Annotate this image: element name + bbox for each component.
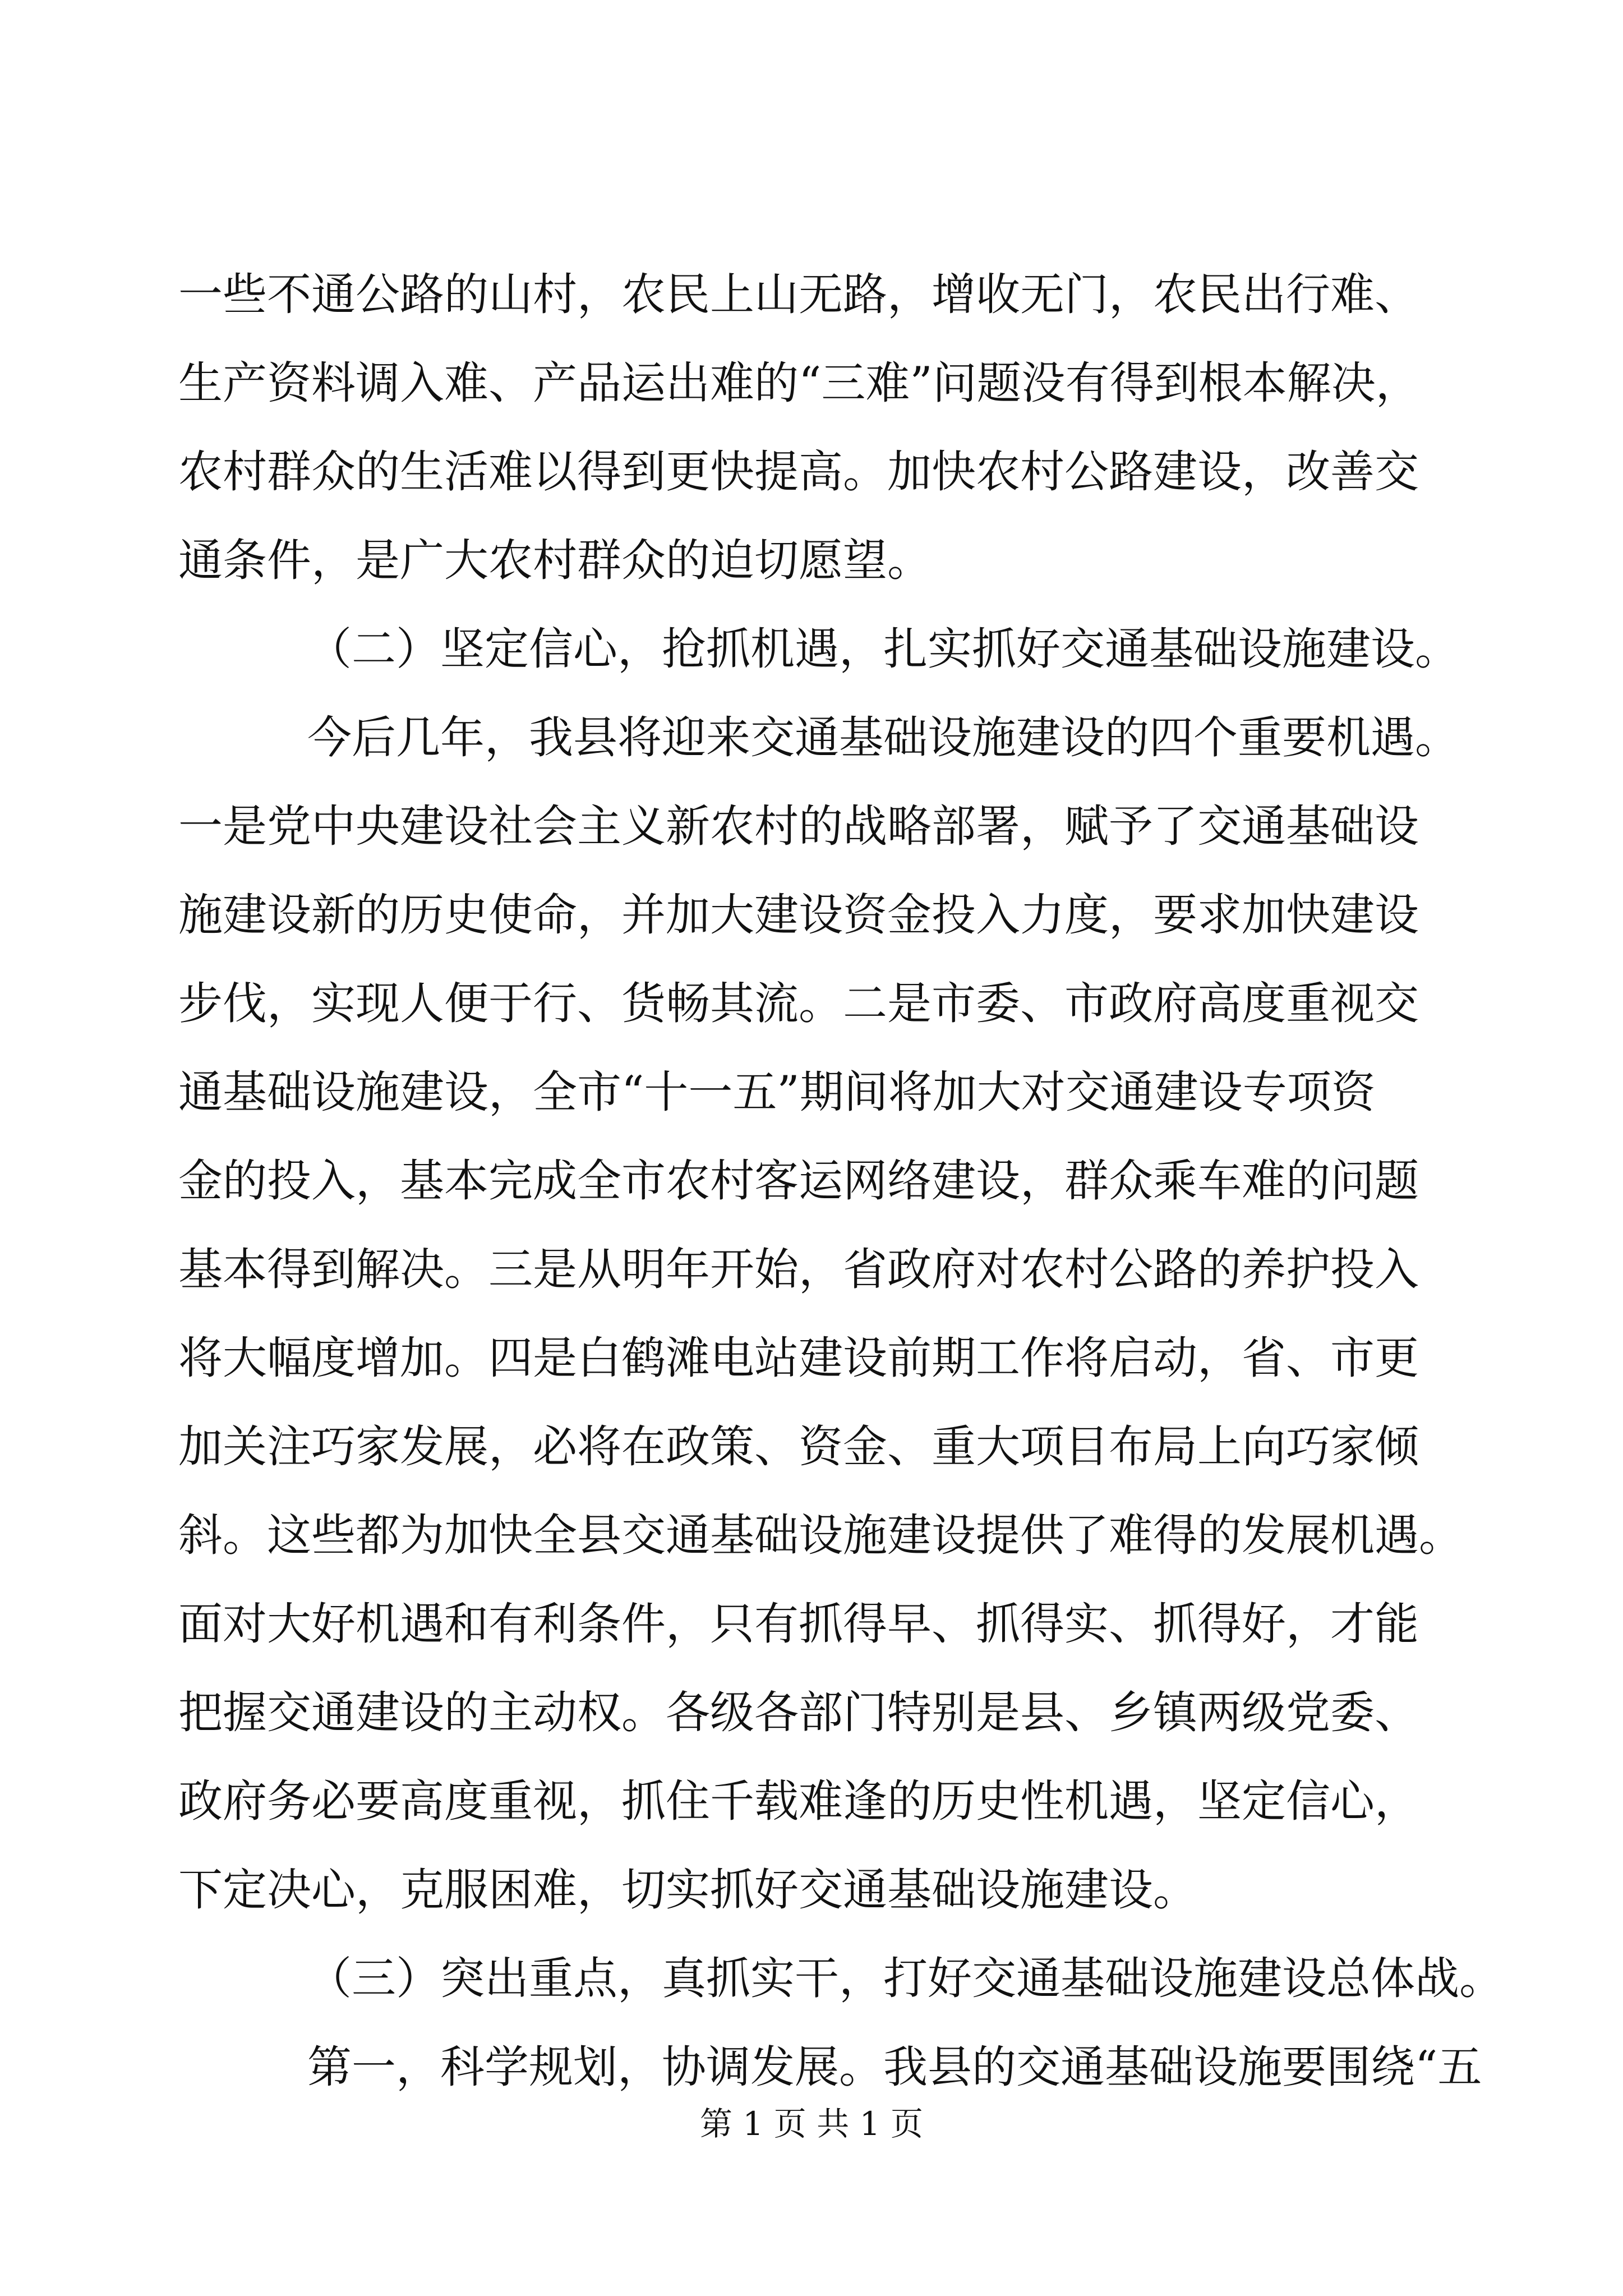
body-text-line: 斜。这些都为加快全县交通基础设施建设提供了难得的发展机遇。: [178, 1510, 1463, 1561]
body-text-line: 通基础设施建设，全市“十一五”期间将加大对交通建设专项资: [178, 1066, 1376, 1118]
body-text-line: 农村群众的生活难以得到更快提高。加快农村公路建设，改善交: [178, 446, 1419, 498]
body-text-line: 步伐，实现人便于行、货畅其流。二是市委、市政府高度重视交: [178, 978, 1419, 1029]
body-text-line: 一是党中央建设社会主义新农村的战略部署，赋予了交通基础设: [178, 800, 1419, 852]
body-text-line: 基本得到解决。三是从明年开始，省政府对农村公路的养护投入: [178, 1244, 1419, 1295]
page-footer: 第 1 页 共 1 页: [700, 2105, 923, 2143]
body-text-line: 今后几年，我县将迎来交通基础设施建设的四个重要机遇。: [307, 712, 1459, 763]
body-text-line: 下定决心，克服困难，切实抓好交通基础设施建设。: [178, 1864, 1197, 1916]
body-text-line: 把握交通建设的主动权。各级各部门特别是县、乡镇两级党委、: [178, 1687, 1419, 1738]
section-heading: （二）坚定信心，抢抓机遇，扎实抓好交通基础设施建设。: [307, 623, 1459, 675]
body-text-line: 施建设新的历史使命，并加大建设资金投入力度，要求加快建设: [178, 889, 1419, 941]
body-text-line: 将大幅度增加。四是白鹤滩电站建设前期工作将启动，省、市更: [178, 1332, 1419, 1384]
body-text-line: 金的投入，基本完成全市农村客运网络建设，群众乘车难的问题: [178, 1155, 1419, 1207]
body-text-line: 通条件，是广大农村群众的迫切愿望。: [178, 535, 932, 586]
body-text-line: 政府务必要高度重视，抓住千载难逢的历史性机遇，坚定信心，: [178, 1775, 1419, 1827]
body-text-line: 第一，科学规划，协调发展。我县的交通基础设施要围绕“五: [307, 2041, 1482, 2093]
body-text-line: 一些不通公路的山村，农民上山无路，增收无门，农民出行难、: [178, 269, 1419, 320]
section-heading: （三）突出重点，真抓实干，打好交通基础设施建设总体战。: [307, 1953, 1504, 2004]
body-text-line: 面对大好机遇和有利条件，只有抓得早、抓得实、抓得好，才能: [178, 1598, 1419, 1650]
body-text-line: 生产资料调入难、产品运出难的“三难”问题没有得到根本解决，: [178, 357, 1420, 409]
body-text-line: 加关注巧家发展，必将在政策、资金、重大项目布局上向巧家倾: [178, 1421, 1419, 1473]
